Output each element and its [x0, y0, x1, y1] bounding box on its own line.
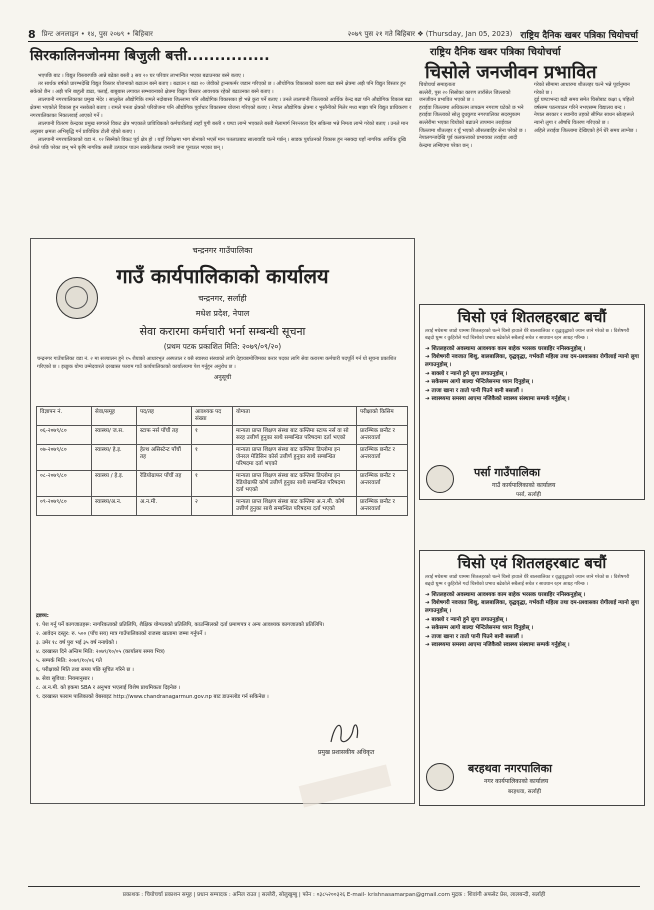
table-cell: अ.न.मी. [137, 497, 192, 516]
header-left-info: प्रिन्ट अनलाइन • १४, पुस २०७९ • बिहिबार [41, 29, 153, 38]
list-item: ➜ शितलहरको अवस्थामा आवश्यक काम बाहेक भरसक घरबाहिर ननिस्कनुहोस् । [425, 345, 586, 352]
table-cell: ०८-२०७९/८० [37, 471, 92, 497]
note-line: ६. परीक्षाको मिति तथा समय पछि सूचित गरिने छ । [36, 667, 134, 673]
list-item: ➜ सकेसम्म आगो बाल्दा भेन्टिलेसनमा ध्यान दिनुहोस् । [425, 379, 534, 386]
cold-wave-ad-list [420, 591, 644, 650]
note-line: ९. दरखास्त फाराम पालिकाको वेबसाइट http://www.chandranagarmun.gov.np बाट डाउनलोड गर्न सकिनेछ । [36, 694, 269, 700]
note-line: ३. उमेर १८ वर्ष पुरा भई ३५ वर्ष ननाघेको । [36, 640, 118, 646]
table-cell: मान्यता प्राप्त शिक्षण संस्था बाट कम्तिमा डिप्लोमा इन जेनरल मेडिसिन कोर्स उत्तीर्ण हुनुका साथै सम्बन्धित परिषदमा दर्ता भएको [233, 445, 357, 471]
notice-org-line: चन्द्रनगर गाउँपालिका [192, 246, 253, 255]
col-header: योग्यता [233, 407, 357, 426]
right-article-headline: चिसोले जनजीवन प्रभावित [425, 62, 597, 83]
table-cell: रेडियोग्राफर पाँचौं तह [137, 471, 192, 497]
cold-wave-ad-text: तराई मधेशमा जाडो याममा शितलहरको चल्ने चिसो हावाले धेरै बालबालिका र वृद्धवृद्धाको ज्यान जाने गरेको छ । विशेषगरी बढ्दो धुम्म र कुहिरोले गर्दा चिसोको प्रभाव बढेकोले सबैलाई सचेत र सावधान रहन आग्रह गरिन्छ । [425, 329, 630, 341]
list-item: ➜ बाक्लो र न्यानो हुने लुगा लगाउनुहोस् । [425, 370, 508, 377]
table-cell: स्वास्थ्य/ हे.इ. [92, 445, 137, 471]
col-header: पद/तह [137, 407, 192, 426]
table-cell: प्रारम्भिक छनौट र अन्तरवार्ता [357, 471, 408, 497]
cold-wave-ad-title: चिसो एवं शितलहरबाट बचौं [457, 554, 607, 572]
note-line: ८. अ.न.मी. को हकमा SBA र अनुभव भएलाई विशेष प्राथमिकता दिइनेछ । [36, 685, 181, 691]
palika-name: पर्सा गाउँपालिका [474, 466, 541, 479]
palika-name: बरहथवा नगरपालिका [468, 762, 552, 775]
table-cell: २ [192, 497, 233, 516]
nepal-emblem-icon [56, 277, 98, 319]
list-item: ➜ बाक्लो र न्यानो हुने लुगा लगाउनुहोस् । [425, 616, 508, 623]
left-article-paragraph: लालपानी नगरपालिकाको वडा नं. १२ सिस्नेको विकट पूर्व क्षेत्र हो । यहाँ विपेक्षमा भाग बोनाको भएसँ मान पतलाउबाट सालावाडि चल्ने गर्छन् । साडक पुर्याउनको विकास हुन नसक्दा यहाँ नागरिक आर्थिक दुखि रोगले पछि परेका छन् भने कृषि नागरिक सस्ती उत्पादन पाउन सक्केजैलान्न जनानी जना पूनाउल भएका छन् । [30, 137, 406, 151]
signature-icon [325, 712, 365, 752]
left-article-paragraph: लालपानी वितरण केन्द्रका प्रमुख सागरले विकट क्षेत्र भएकाले प्राविधिकको कर्मचारीलाई त्यहाँ पुगी बस्ती २ घण्टा लाग्ने भएकाले बस्ती मेलामार्ग निरन्तरता दिन सकिन्छ भन्ने निमता लाग्ने गरेको बताए । उनले मान अनुसार क्षमता अभिबृद्धि गर्न प्राविधिक टोली रहेको बताए । [30, 121, 409, 135]
table-cell: मान्यता प्राप्त शिक्षण संस्था बाट कम्तिमा अ.न.मी. कोर्ष उत्तीर्ण हुनुका साथै सम्बन्धित परिषदमा दर्ता भएको [233, 497, 357, 516]
table-cell: स्टाफ नर्स पाँचौं तह [137, 426, 192, 445]
note-line: ५. सम्पर्क मिति: २०७९/१०/०६ गते [36, 658, 102, 664]
notice-notes [36, 612, 406, 702]
vacancy-table-header-row [37, 407, 408, 426]
table-cell: १ [192, 426, 233, 445]
table-cell: स्वास्थ्य/अ.न. [92, 497, 137, 516]
right-article-column-1: चियोचर्चा समाद्दताता सल्लेरी, पुस २० सिसोका कारण ताराँसेल जिल्लाको जनजीवन प्रभावित भएको छ । हराईवा जिल्लामा अधिकतम तापक्रम नगराण घटेको छ भने हराईवा जिल्लाको सोलु दुधकुण्ड नगरपालिका सदरमुकाम सल्लेरीमा भएका चियोको बढाउने तापमान तराईवाल जिल्लामा शीतलहर र घुँ भएको औसतबाहिर सेना परेको छ । नेपालगन्जदेखि पूर्व कलकत्ताको प्रभावका तराईवा आदी केन्द्रमा लम्बिएमा परेका छन् । [419, 82, 526, 149]
col-header: परीक्षाको किसिम [357, 407, 408, 426]
note-line: ७. सेवा सुविधा: नियमानुसार । [36, 676, 94, 682]
notice-publish-date: (प्रथम पटक प्रकाशित मिति: २०७९/०९/२०) [163, 342, 282, 351]
right-article-column-2: गरेको सीमामा आधारमा शीतलहर चल्ने भन्ने पूर्वानुमान गरेको छ । दुई घण्टाभन्दा बढी समय समेत चिसोबाट कक्षा ६ पहिलो वर्षसम्म पठनपाठन गरिने नभएसम्म विद्यालय बन्द । नेपाल सरकार र स्थानीय तहको सीमित साधन स्रोतहरूले न्यानो लुगा र औषधि वितरण गरिएको छ । अहिले तराईवा जिल्लामा देखिएको हेर्न धेरै समय लाग्नेछ । [534, 82, 637, 134]
table-row [37, 471, 408, 497]
list-item: ➜ सकेसम्म आगो बाल्दा भेन्टिलेसनमा ध्यान दिनुहोस् । [425, 625, 534, 632]
list-item: ➜ ताजा खाना र तातो पानी पिउने बानी बसालौं । [425, 387, 523, 394]
page-number: 8 [28, 27, 36, 41]
list-item: ➜ स्वास्थ्यमा समस्या आएमा नजिकैको स्वास्थ्य संस्थामा सम्पर्क गर्नुहोस् । [425, 396, 570, 403]
cold-wave-ad-text: तराई मधेशमा जाडो याममा शितलहरको चल्ने चिसो हावाले धेरै बालबालिका र वृद्धवृद्धाको ज्यान जाने गरेको छ । विशेषगरी बढ्दो धुम्म र कुहिरोले गर्दा चिसोको प्रभाव बढेकोले सबैलाई सचेत र सावधान रहन आग्रह गरिन्छ । [425, 575, 630, 587]
list-item: ➜ स्वास्थ्यमा समस्या आएमा नजिकैको स्वास्थ्य संस्थामा सम्पर्क गर्नुहोस् । [425, 642, 570, 649]
table-cell: प्रारम्भिक छनौट र अन्तरवार्ता [357, 497, 408, 516]
table-cell: प्रारम्भिक छनौट र अन्तरवार्ता [357, 445, 408, 471]
palika-office: नगर कार्यपालिकाको कार्यालय [484, 778, 549, 785]
list-item: ➜ विशेषगरी नवजात शिशु, बालबालिका, वृद्धवृद्धा, गर्भवती महिला तथा दम-प्रश्वासका रोगीलाई न्यानो लुगा लगाउनुहोस् । [425, 354, 639, 369]
cold-wave-ad-1 [419, 304, 645, 500]
palika-office: गाउँ कार्यपालिकाको कार्यालय [492, 482, 556, 489]
notice-subject: सेवा करारमा कर्मचारी भर्ना सम्बन्धी सूचना [139, 325, 306, 338]
left-article-body [30, 72, 412, 152]
left-article-paragraph: भएपछि बाट । विद्युत विस्तारपछि आन्ने बढेका बस्ती ३ सय २० घर परिवार लाभान्वित भएका बढाउनका बस्ने बताए । [38, 73, 245, 79]
left-article-paragraph: तर सार्थक बर्षको प्रारम्भदेखि विद्युत विस्तार योजनाको बढाउन बस्ने बताए । बढाउन र बढा २० जेवीको ट्रान्सफर्मर जडान गरिएको छ । औचोगिक विकासको कारण बढा बस्ने क्षेत्रमा अझै पनि विद्युत विस्तार हुन सकेको छैन । अझै पनि बाहुली डाढा, फ्लाईं, बाबुबास लगायत सम्भावनाको क्षेत्रमा विद्युत विस्तार आवश्यक रहेको बढाउनका बस्ने बताए । [30, 81, 406, 95]
left-article-headline: सिरकालिनजोनमा बिजुली बत्ती............... [30, 48, 270, 64]
notice-signatory: प्रमुख प्रशासकीय अधिकृत [318, 749, 375, 756]
palika-logo-icon [426, 763, 454, 791]
palika-address: बरहथवा, सर्लाही [508, 789, 542, 795]
notice-body: चन्द्रनगर गाउँपालिका वडा नं. २ मा सञ्चालन हुने १५ शैयाको आधारभूत अस्पताल र यसै स्वास्थ्य संस्थाको लागि देहायबमोजिमका करार पदका लागि सेवा करारमा कर्मचारी पदपूर्ति गर्न यो सूचना प्रकाशित गरिएको छ । इच्छुक योग्य उम्मेदवारले दरखास्त फाराम गाउँ कार्यपालिकाको कार्यालयमा पेश गर्नुहुन अनुरोध छ । [37, 356, 397, 370]
left-article-paragraph: लालपानी नगरपालिकाका प्रमुख भेदेर । सालुबेल औद्योगिकि रामले नदोबासा जिल्लामा पनि औद्योगिक विकासका हो भन्ने कुरा पर्ने बताए । उनले लालपानी जिल्लाको आर्थिक केन्द्र बढा पनि औद्योगिक विकास बढा क्षेत्रमा भएकोले विकास हुन नसकेको बताए । रामले पनता क्षेत्रको परियोजना पनि औद्योगिक पूर्वाधार विकासमा योजना गरिएको बताए । नेपाल औद्योगिक क्षेत्रमा र भुस्तैनीको मिलेर मध्य माझा पनि विद्युत प्राधिकरण र नगरपालिकाका निकालवाई आएको गर्ने । [30, 97, 412, 119]
list-item: ➜ शितलहरको अवस्थामा आवश्यक काम बाहेक भरसक घरबाहिर ननिस्कनुहोस् । [425, 591, 586, 598]
note-line: ४. दरखास्त दिने अन्तिम मिति: २०७९/१०/०५ (कार्यालय समय भित्र) [36, 649, 165, 655]
col-header: सेवा/समूह [92, 407, 137, 426]
page-header-bar [28, 27, 638, 42]
vacancy-table [36, 406, 408, 516]
note-line: १. पेश गर्नु पर्ने कागजातहरू: नागरिकताको प्रतिलिपि, शैक्षिक योग्यताको प्रतिलिपि, काउन्सिलको दर्ता प्रमाणपत्र र अन्य आवश्यक कागजातको प्रतिलिपि। [36, 622, 325, 628]
palika-logo-icon [426, 465, 454, 493]
table-cell: ०९-२०७९/८० [37, 497, 92, 516]
notice-appendix-label: अनुसूची [213, 374, 232, 381]
table-cell: १ [192, 471, 233, 497]
header-right-title: राष्ट्रिय दैनिक खबर पत्रिका चियोचर्चा [520, 30, 638, 41]
note-line: २. आवेदन दस्तुर: रु. ५०० (पाँच सय) मात्र गाउँपालिकाको राजस्व खातामा जम्मा गर्नुपर्ने । [36, 631, 206, 637]
right-article-kicker: राष्ट्रिय दैनिक खबर पत्रिका चियोचर्चा [430, 47, 561, 58]
palika-address: पर्सा, सर्लाही [516, 492, 541, 498]
table-cell: प्रारम्भिक छनौट र अन्तरवार्ता [357, 426, 408, 445]
table-cell: ०६-२०७९/८० [37, 426, 92, 445]
col-header: विज्ञापन नं. [37, 407, 92, 426]
table-row [37, 497, 408, 516]
cold-wave-ad-list [420, 345, 644, 404]
notice-province: मधेश प्रदेश, नेपाल [195, 309, 250, 318]
table-row [37, 445, 408, 471]
list-item: ➜ विशेषगरी नवजात शिशु, बालबालिका, वृद्धवृद्धा, गर्भवती महिला तथा दम-प्रश्वासका रोगीलाई न्यानो लुगा लगाउनुहोस् । [425, 600, 639, 615]
table-cell: मान्यता प्राप्त शिक्षण संस्था बाट कम्तिमा डिप्लोमा इन रेडियोग्राफी कोर्ष उत्तीर्ण हुनुका साथै सम्बन्धित परिषदमा दर्ता भएको [233, 471, 357, 497]
notice-title: गाउँ कार्यपालिकाको कार्यालय [116, 264, 329, 288]
table-cell: ०७-२०७९/८० [37, 445, 92, 471]
table-cell: १ [192, 445, 233, 471]
note-line: द्रष्टव्य: [36, 613, 49, 619]
cold-wave-ad-title: चिसो एवं शितलहरबाट बचौं [457, 308, 607, 326]
table-cell: मान्यता प्राप्त शिक्षण संस्था बाट कम्तिमा स्टाफ नर्स वा सो सरह उत्तीर्ण हुनुका साथै सम्बन्धित परिषदमा दर्ता भएको [233, 426, 357, 445]
col-header: आवश्यक पद संख्या [192, 407, 233, 426]
page-footer: प्रकाशक : चियोचर्चा प्रकाशन समूह | प्रधान सम्पादक : अनिल राउत | सल्लेरी, सोलुखुम्बु | फोन : ०३८५२००३२६ E-mail- krishnasamarpan@gmail.com मुद्रक : शिवांगी अफसेट प्रेस, लालबन्दी, सर्लाही [28, 886, 640, 898]
list-item: ➜ ताजा खाना र तातो पानी पिउने बानी बसालौं । [425, 633, 523, 640]
notice-address: चन्द्रनगर, सर्लाही [198, 294, 247, 303]
table-row [37, 426, 408, 445]
table-cell: स्वास्थ्य/ ज.स. [92, 426, 137, 445]
table-cell: स्वास्थ्य / हे.इ. [92, 471, 137, 497]
table-cell: हेल्थ असिस्टेन्ट पाँचौं तह [137, 445, 192, 471]
header-date: २०७९ पुस २१ गते बिहिबार ❖ (Thursday, Jan 05, 2023) [347, 29, 513, 38]
cold-wave-ad-2 [419, 550, 645, 806]
